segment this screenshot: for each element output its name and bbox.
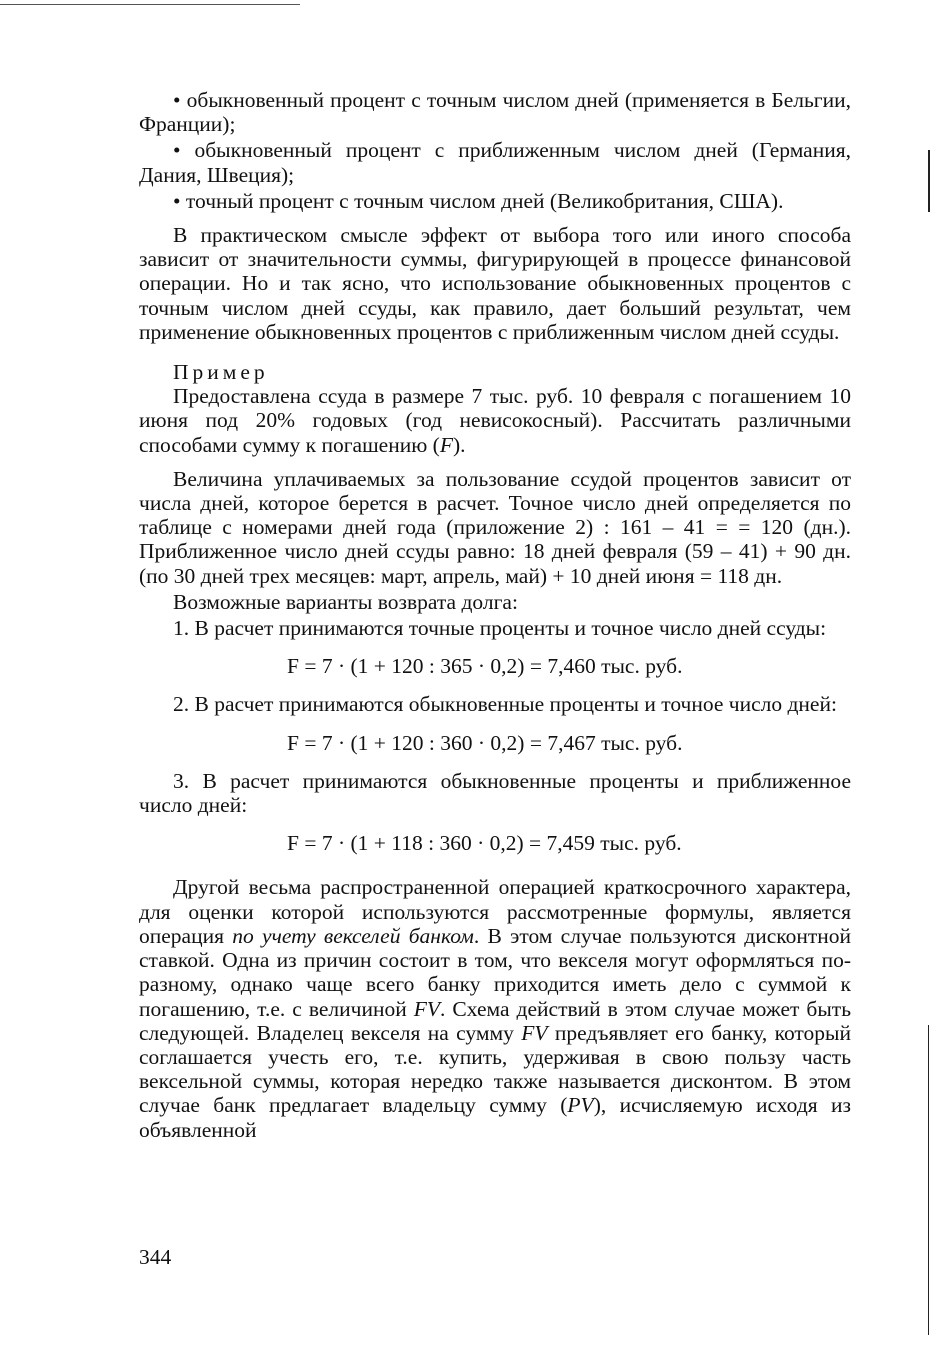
text-part: Другой весьма распространенной операцией краткосрочного характера, для оценки которой используются рассмотренные формулы, является операция [139, 875, 851, 948]
var-FV: FV [413, 996, 441, 1021]
example-text-part: ). [452, 432, 466, 457]
formula: F = 7 · (1 + 118 : 360 · 0,2) = 7,459 тыс. руб. [287, 831, 682, 856]
example-text [139, 384, 851, 457]
page-number: 344 [139, 1245, 172, 1269]
top-rule [0, 4, 300, 5]
text-part: . В этом случае пользуются дисконтной ставкой. Одна из причин состоит в том, что векселя могут оформляться по-разному, однако чаще всего банку приходится иметь дело с суммой к погашению, т.е. с величиной [139, 923, 852, 1021]
text-part: ), исчисляемую исходя из объявленной [139, 1093, 851, 1142]
bullet-item: • обыкновенный процент с точным числом дней (применяется в Бельгии, Франции); [139, 88, 851, 137]
scan-edge-mark [928, 150, 930, 212]
text-part: . Схема действий в этом случае может быть следующей. Владелец векселя на сумму [139, 996, 851, 1045]
paragraph-discount [139, 875, 851, 1141]
paragraph-practical: В практическом смысле эффект от выбора того или иного способа зависит от значительности суммы, фигурирующей в процессе финансовой операции. Но и так ясно, что использование обыкновенных процентов с точным числом дней ссуды, как правило, дает больший результат, чем применение обыкновенных процентов с приближенным числом дней ссуды. [139, 223, 851, 344]
example-text-part: Предоставлена ссуда в размере 7 тыс. руб. 10 февраля с погашением 10 июня под 20% годовых (год невисокосный). Рассчитать различными способами сумму к погашению ( [139, 384, 851, 457]
var-PV: PV [567, 1093, 594, 1118]
formula: F = 7 · (1 + 120 : 360 · 0,2) = 7,467 тыс. руб. [287, 730, 683, 755]
formula: F = 7 · (1 + 120 : 365 · 0,2) = 7,460 тыс. руб. [287, 654, 683, 679]
bullet-item: • обыкновенный процент с приближенным числом дней (Германия, Дания, Швеция); [139, 138, 851, 187]
scan-edge-mark [928, 1025, 929, 1335]
variant-text: 1. В расчет принимаются точные проценты и точное число дней ссуды: [173, 616, 827, 641]
variants-intro: Возможные варианты возврата долга: [173, 589, 518, 614]
variant-text: 3. В расчет принимаются обыкновенные проценты и приближенное число дней: [139, 768, 851, 818]
example-heading: Пример [173, 360, 269, 385]
bullet-item: • точный процент с точным числом дней (Великобритания, США). [173, 188, 784, 213]
italic-term: по учету векселей банком [232, 923, 474, 948]
text-part: предъявляет его банку, который соглашается учесть его, т.е. купить, удерживая в свою пользу часть вексельной суммы, которая нередко также называется дисконтом. В этом случае банк предлагает владельцу сумму ( [139, 1020, 851, 1118]
page-body [139, 88, 851, 1142]
paragraph-days: Величина уплачиваемых за пользование ссудой процентов зависит от числа дней, которое берется в расчет. Точное число дней определяется по таблице с номерами дней года (приложение 2) : 161 – 41 = = 120 (дн.). Приближенное число дней ссуды равно: 18 дней февраля (59 – 41) + 90 дн. (по 30 дней трех месяцев: март, апрель, май) + 10 дней июня = 118 дн. [139, 466, 851, 588]
variant-text: 2. В расчет принимаются обыкновенные проценты и точное число дней: [173, 692, 837, 717]
example-var-F: F [439, 432, 453, 457]
var-FV: FV [521, 1020, 548, 1045]
